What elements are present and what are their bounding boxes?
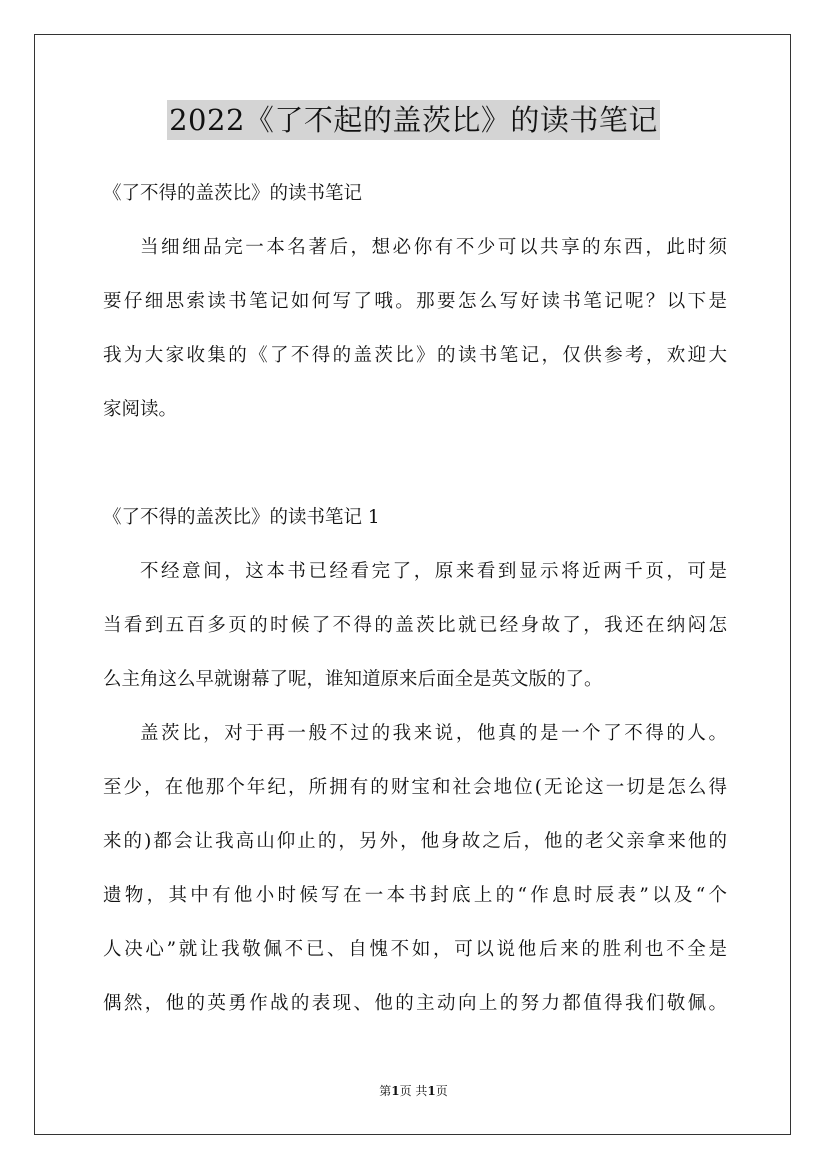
paragraph-line: 么主角这么早就谢幕了呢，谁知道原来后面全是英文版的了。 [103,669,603,690]
section-heading: 《了不得的盖茨比》的读书笔记 [103,183,363,204]
section-heading: 《了不得的盖茨比》的读书笔记 1 [103,507,380,528]
title-container [0,100,827,140]
footer-page-suffix: 页 [435,1084,448,1098]
document-title: 2022《了不起的盖茨比》的读书笔记 [167,100,660,140]
paragraph-line: 不经意间，这本书已经看完了，原来看到显示将近两千页，可是 [140,561,727,582]
paragraph-line: 至少，在他那个年纪，所拥有的财宝和社会地位(无论这一切是怎么得 [103,777,727,798]
page-footer [0,1083,827,1099]
paragraph-line: 当看到五百多页的时候了不得的盖茨比就已经身故了，我还在纳闷怎 [103,615,727,636]
footer-page-prefix: 第 [379,1084,392,1098]
footer-page-current: 1 [391,1084,400,1098]
footer-page-total: 1 [427,1084,436,1098]
intro-line: 家阅读。 [103,399,178,420]
paragraph-line: 来的)都会让我高山仰止的，另外，他身故之后，他的老父亲拿来他的 [103,831,727,852]
intro-line: 要仔细思索读书笔记如何写了哦。那要怎么写好读书笔记呢？以下是 [103,291,727,312]
paragraph-line: 偶然，他的英勇作战的表现、他的主动向上的努力都值得我们敬佩。 [103,993,727,1014]
intro-line: 当细细品完一本名著后，想必你有不少可以共享的东西，此时须 [140,237,727,258]
paragraph-line: 盖茨比，对于再一般不过的我来说，他真的是一个了不得的人。 [140,723,727,744]
intro-line: 我为大家收集的《了不得的盖茨比》的读书笔记，仅供参考，欢迎大 [103,345,727,366]
paragraph-line: 遗物，其中有他小时候写在一本书封底上的“作息时辰表”以及“个 [103,885,727,906]
footer-page-mid: 页 共 [399,1084,428,1098]
paragraph-line: 人决心”就让我敬佩不已、自愧不如，可以说他后来的胜利也不全是 [103,939,727,960]
